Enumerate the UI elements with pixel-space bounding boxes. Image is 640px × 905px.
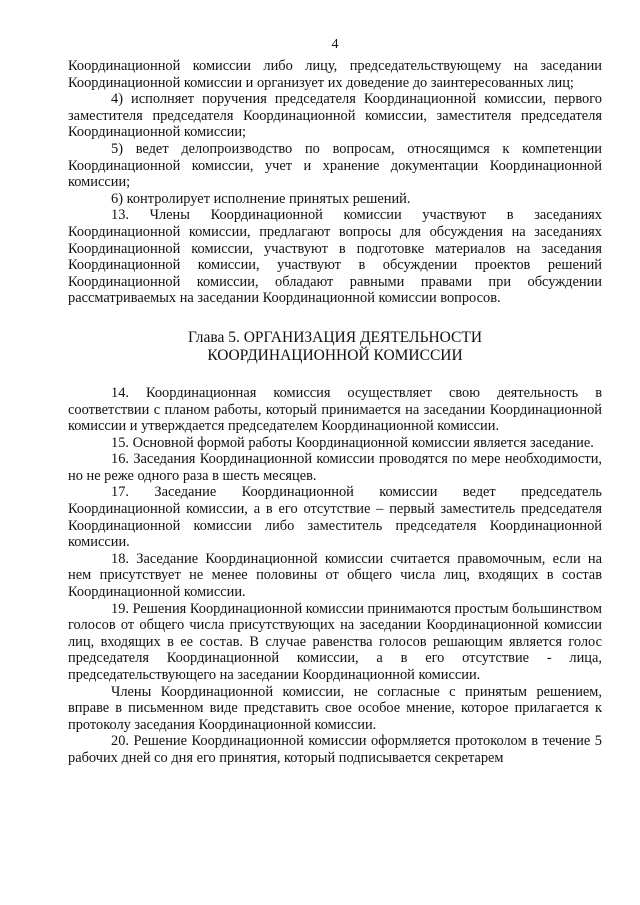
paragraph-19-dissent: Члены Координационной комиссии, не согласные с принятым решением, вправе в письменном виде представить свое особое мнение, которое прилагается к протоколу заседания Координационной комиссии. — [68, 683, 602, 733]
paragraph-item-5: 5) ведет делопроизводство по вопросам, относящимся к компетенции Координационной комиссии, учет и хранение документации Координационной комиссии; — [68, 140, 602, 191]
page-number: 4 — [331, 37, 339, 52]
chapter-heading-line1: Глава 5. ОРГАНИЗАЦИЯ ДЕЯТЕЛЬНОСТИ — [187, 328, 483, 346]
paragraph-13: 13. Члены Координационной комиссии участвуют в заседаниях Координационной комиссии, предлагают вопросы для обсуждения на заседаниях Координационной комиссии, участвуют в подготовке материалов на заседания Координационной комиссии, участвуют в обсуждении проектов решений Координационной комиссии, обладают равными правами при обсуждении рассматриваемых на заседании Координационной комиссии вопросов. — [68, 207, 602, 307]
paragraph-20: 20. Решение Координационной комиссии оформляется протоколом в течение 5 рабочих дней со дня его принятия, который подписывается секретарем — [68, 733, 602, 766]
chapter-heading — [68, 329, 602, 365]
paragraph-19: 19. Решения Координационной комиссии принимаются простым большинством голосов от общего числа присутствующих на заседании Координационной комиссии лиц, входящих в ее состав. В случае равенства голосов решающим является голос председателя Координационной комиссии, а в его отсутствие - лица, председательствующего на заседании Координационной комиссии. — [68, 600, 603, 683]
paragraph-17: 17. Заседание Координационной комиссии ведет председатель Координационной комиссии, а в его отсутствие – первый заместитель председателя Координационной комиссии либо заместитель председателя Координационной комиссии. — [68, 484, 602, 551]
chapter-heading-line2: КООРДИНАЦИОННОЙ КОМИССИИ — [207, 346, 463, 364]
paragraph-item-6: 6) контролирует исполнение принятых решений. — [111, 190, 411, 207]
paragraph-15: 15. Основной формой работы Координационной комиссии является заседание. — [111, 434, 594, 451]
paragraph-item-4: 4) исполняет поручения председателя Координационной комиссии, первого заместителя председателя Координационной комиссии, заместителя председателя Координационной комиссии; — [68, 91, 602, 141]
paragraph-14: 14. Координационная комиссия осуществляет свою деятельность в соответствии с планом работы, который принимается на заседании Координационной комиссии и утверждается председателем Координационной комиссии. — [68, 384, 602, 435]
paragraph-continuation: Координационной комиссии либо лицу, председательствующему на заседании Координационной комиссии и организует их доведение до заинтересованных лиц; — [68, 58, 602, 91]
paragraph-18: 18. Заседание Координационной комиссии считается правомочным, если на нем присутствует не менее половины от общего числа лиц, входящих в состав Координационной комиссии. — [68, 550, 602, 601]
document-page — [68, 36, 602, 767]
paragraph-16: 16. Заседания Координационной комиссии проводятся по мере необходимости, но не реже одного раза в шесть месяцев. — [68, 451, 602, 484]
